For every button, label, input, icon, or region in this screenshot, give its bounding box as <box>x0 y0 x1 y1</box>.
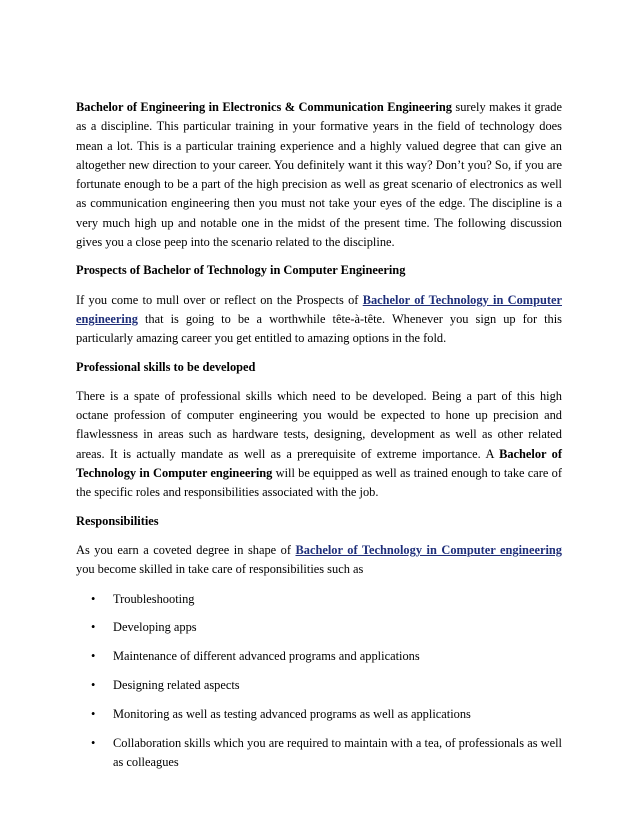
list-item <box>76 705 562 724</box>
document-page <box>76 98 562 782</box>
skills-degree-title: Bachelor of Technology in Computer engineering <box>76 446 562 481</box>
skills-heading: Professional skills to be developed <box>76 359 256 374</box>
intro-degree-title: Bachelor of Engineering in Electronics & Communication Engineering <box>76 100 452 114</box>
bullet-icon: • <box>91 591 96 606</box>
skills-paragraph <box>76 387 562 503</box>
responsibilities-text-after: you become skilled in take care of responsibilities such as <box>76 562 364 577</box>
responsibilities-degree-link[interactable]: Bachelor of Technology in Computer engineering <box>295 542 562 557</box>
prospects-paragraph <box>76 291 562 349</box>
bullet-icon: • <box>91 735 96 750</box>
prospects-degree-link[interactable]: Bachelor of Technology in Computer engineering <box>76 292 562 326</box>
skills-text-after: will be equipped as well as trained enough to take care of the specific roles and responsibilities associated with the job. <box>76 466 562 500</box>
list-item-text: Monitoring as well as testing advanced programs as well as applications <box>113 707 471 722</box>
list-item-text: Collaboration skills which you are required to maintain with a tea, of professionals as well as colleagues <box>113 735 562 770</box>
list-item <box>76 734 562 773</box>
list-item <box>76 647 562 666</box>
list-item-text: Developing apps <box>113 620 197 635</box>
list-item <box>76 618 562 637</box>
skills-text-before: There is a spate of professional skills which need to be developed. Being a part of this high octane profession of computer engineering you would be expected to hone up precision and flawlessness in areas such as hardware tests, designing, development as well as other related areas. It is actually mandate as well as a prerequisite of extreme importance. A <box>76 388 562 461</box>
bullet-icon: • <box>91 678 96 693</box>
responsibilities-text-before: As you earn a coveted degree in shape of <box>76 542 296 557</box>
responsibilities-list <box>76 590 562 773</box>
list-item-text: Designing related aspects <box>113 678 240 693</box>
list-item <box>76 590 562 609</box>
bullet-icon: • <box>91 707 96 722</box>
prospects-text-after: that is going to be a worthwhile tête-à-tête. Whenever you sign up for this particularly amazing career you get entitled to amazing options in the fold. <box>76 311 562 346</box>
responsibilities-paragraph <box>76 541 562 580</box>
prospects-text-before: If you come to mull over or reflect on the Prospects of <box>76 292 363 307</box>
list-item <box>76 676 562 695</box>
intro-paragraph <box>76 98 562 252</box>
prospects-heading: Prospects of Bachelor of Technology in Computer Engineering <box>76 263 406 278</box>
bullet-icon: • <box>91 620 96 635</box>
intro-text: surely makes it grade as a discipline. This particular training in your formative years in the field of technology does mean a lot. This is a particular training experience and a highly valued degree that can give an altogether new direction to your career. You definitely want it this way? Don’t you? So, if you are fortunate enough to be a part of the high precision as well as great scenario of electronics as well as communication engineering then you must not take your eyes of the edge. The discipline is a very much high up and notable one in the midst of the present time. The following discussion gives you a close peep into the scenario related to the discipline. <box>76 100 563 250</box>
list-item-text: Troubleshooting <box>113 591 195 606</box>
list-item-text: Maintenance of different advanced programs and applications <box>113 649 420 664</box>
bullet-icon: • <box>91 649 96 664</box>
responsibilities-heading: Responsibilities <box>76 513 159 528</box>
